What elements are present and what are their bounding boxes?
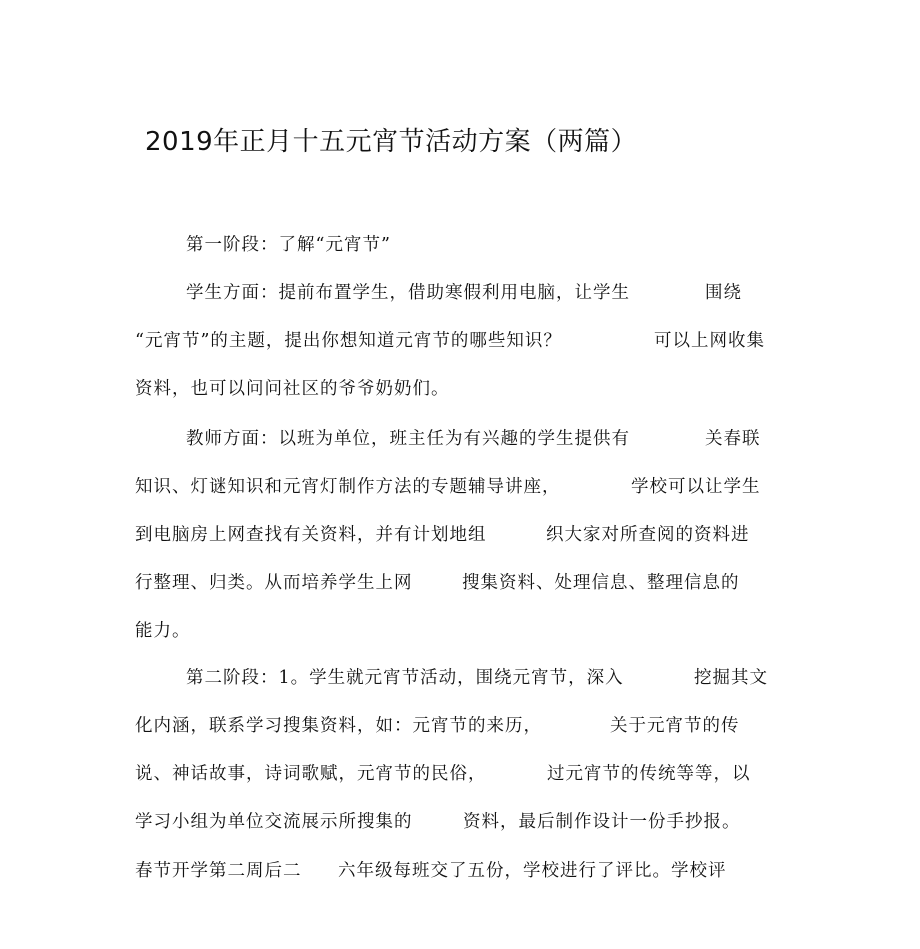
text-segment: 六年级每班交了五份，学校进行了评比。学校评: [338, 861, 727, 881]
text-segment: 关于元宵节的传: [610, 716, 740, 736]
text-segment: 过元宵节的传统等等，以: [547, 764, 751, 784]
text-segment: 第二阶段：1。学生就元宵节活动，围绕元宵节，深入: [186, 668, 624, 688]
text-segment: 关春联: [705, 429, 761, 449]
text-segment: 资料，最后制作设计一份手抄报。: [463, 812, 741, 832]
text-segment: 学习小组为单位交流展示所搜集的: [135, 812, 413, 832]
text-segment: 知识、灯谜知识和元宵灯制作方法的专题辅导讲座，: [135, 477, 561, 497]
text-segment: 行整理、归类。从而培养学生上网: [135, 573, 413, 593]
text-segment: 说、神话故事，诗词歌赋，元宵节的民俗，: [135, 764, 487, 784]
text-segment: 化内涵，联系学习搜集资料，如：元宵节的来历，: [135, 716, 542, 736]
text-segment: 学生方面：提前布置学生，借助寒假利用电脑，让学生: [186, 283, 630, 303]
text-segment: “元宵节”的主题，提出你想知道元宵节的哪些知识？: [135, 331, 562, 351]
text-segment: 教师方面：以班为单位，班主任为有兴趣的学生提供有: [186, 429, 630, 449]
text-segment: 可以上网收集: [654, 331, 765, 351]
text-segment: 织大家对所查阅的资料进: [546, 525, 750, 545]
text-segment: 到电脑房上网查找有关资料，并有计划地组: [135, 525, 487, 545]
text-segment: 第一阶段：了解“元宵节”: [186, 235, 391, 255]
text-segment: 能力。: [135, 621, 191, 641]
text-segment: 资料，也可以问问社区的爷爷奶奶们。: [135, 379, 450, 399]
text-segment: 学校可以让学生: [631, 477, 761, 497]
text-segment: 春节开学第二周后二: [135, 861, 302, 881]
text-segment: 挖掘其文: [694, 668, 768, 688]
document-title: 2019年正月十五元宵节活动方案（两篇）: [145, 127, 638, 157]
text-segment: 围绕: [705, 283, 742, 303]
text-segment: 搜集资料、处理信息、整理信息的: [462, 573, 740, 593]
